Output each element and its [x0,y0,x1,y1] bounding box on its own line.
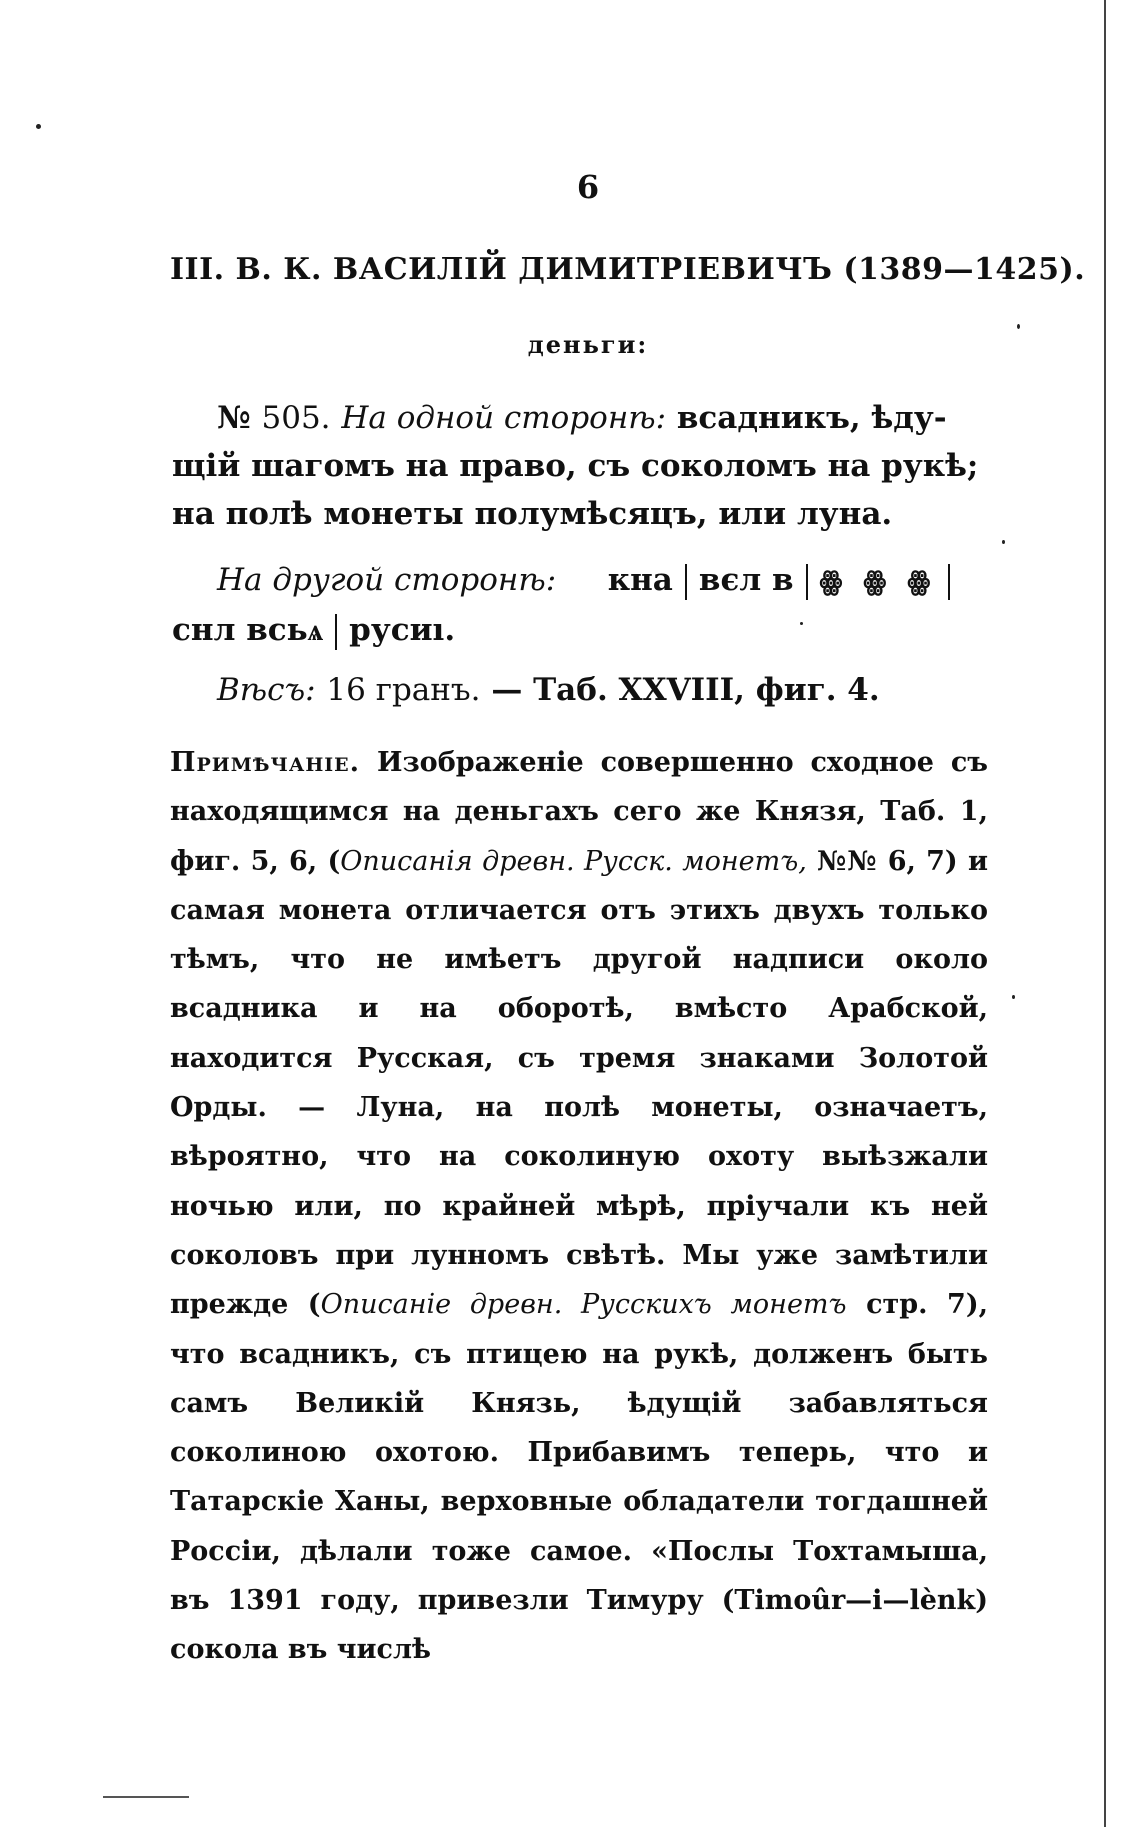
reverse-segment-4: русиı. [349,612,456,648]
page-edge-line [1104,0,1106,1827]
dash: — [491,672,523,708]
entry-number-label: № [217,400,251,436]
speck [1002,540,1005,544]
obverse-line-3: на полѣ монеты полумѣсяцъ, или луна. [172,496,893,532]
page-number: 6 [576,168,600,206]
note-text-2: №№ 6, 7) и самая монета отличается отъ этихъ двухъ только тѣмъ, что не имѣетъ другой надписи около всадника и на оборотѣ, вмѣсто Арабской, находится Русская, съ тремя знаками Золотой Орды. — Луна, на полѣ монеты, означаетъ, вѣроятно, что на соколиную охоту выѣзжали ночью или, по крайней мѣрѣ, пріучали къ ней соколовъ при лунномъ свѣтѣ. Мы уже замѣтили прежде ( [170,845,988,1321]
note-citation-2: Описаніе древн. Русскихъ монетъ [320,1289,847,1321]
note-citation-1: Описанія древн. Русск. монетъ, [340,845,807,877]
reverse-segment-3: снл всьѧ [172,612,324,648]
horde-signs: ꙮ ꙮ ꙮ [819,567,937,597]
reverse-label: На другой сторонѣ: [217,562,557,598]
note-text-1: Изображеніе совершенно сходное съ находящимся на деньгахъ сего же Князя, Таб. 1, фиг. 5, 6, ( [170,747,988,877]
subsection-heading: деньги: [527,330,649,359]
reverse-segment-2: вєл в [698,562,794,598]
table-reference: Таб. XXVIII, фиг. 4. [533,672,880,708]
speck [800,622,803,625]
speck [1017,324,1020,329]
speck [1012,995,1015,999]
entry-line-6 [217,672,880,708]
obverse-line-2: щій шагомъ на право, съ соколомъ на рукѣ; [172,448,979,484]
entry-number: 505. [261,400,331,436]
section-heading: III. В. К. ВАСИЛІЙ ДИМИТРІЕВИЧЪ (1389—1425). [170,252,1086,287]
line-separator [335,614,337,650]
entry-line-3 [172,496,892,532]
entry-line-2 [172,448,978,484]
entry-line-1 [217,400,947,436]
note-text-3: стр. 7), что всадникъ, съ птицею на рукѣ, долженъ быть самъ Великій Князь, ѣдущій забавляться соколиною охотою. Прибавимъ теперь, что и Татарскіе Ханы, верховные обладатели тогдашней Россіи, дѣлали тоже самое. «Послы Тохтамыша, въ 1391 году, привезли Тимуру (Timoûr—i—lènk) сокола въ числѣ [170,1289,989,1666]
entry-line-4 [217,562,962,600]
reverse-segment-1: кна [607,562,673,598]
corner-mark [103,1796,189,1798]
line-separator [948,564,950,600]
weight-label: Вѣсъ: [217,672,316,708]
weight-value: 16 гранъ. [326,672,481,708]
obverse-line-1: всадникъ, ѣду- [676,400,947,436]
note-paragraph [170,738,988,1675]
note-label: Примѣчаніе. [170,747,361,778]
obverse-label: На одной сторонѣ: [341,400,667,436]
line-separator [685,564,687,600]
line-separator [806,564,808,600]
entry-line-5 [172,612,455,650]
speck [36,124,41,129]
